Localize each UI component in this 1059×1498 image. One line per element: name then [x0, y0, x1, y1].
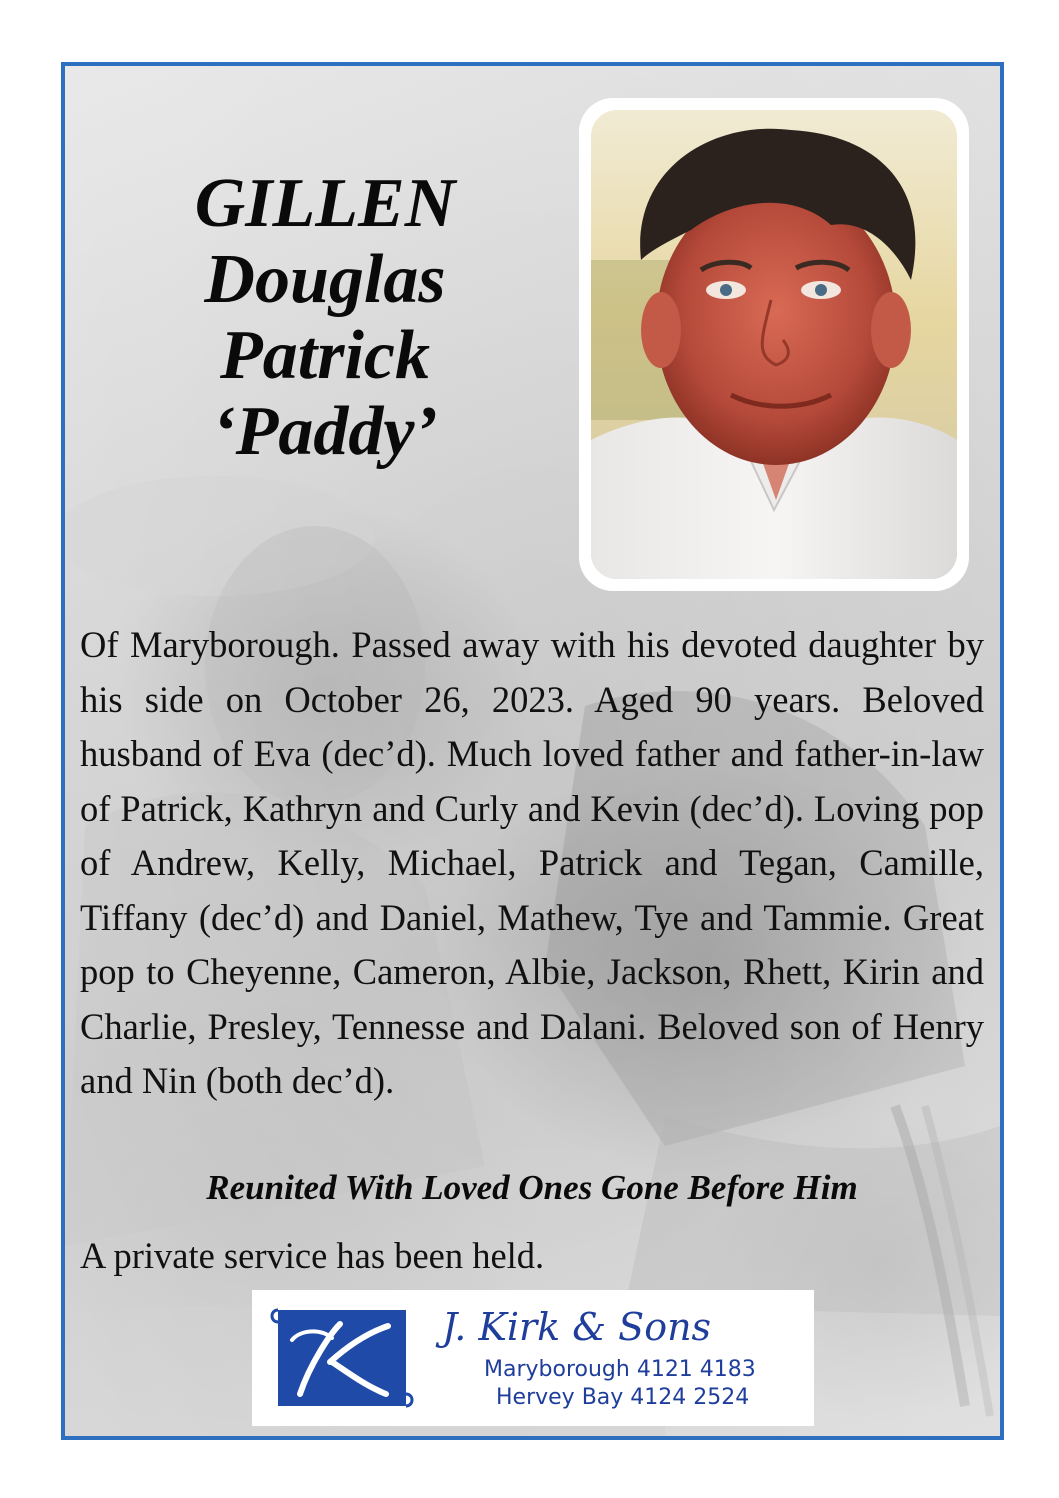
maryborough-phone: Maryborough 4121 4183 [484, 1357, 756, 1382]
deceased-name [105, 166, 545, 470]
funeral-director-name: J. Kirk & Sons [442, 1305, 712, 1349]
hervey-bay-phone: Hervey Bay 4124 2524 [496, 1385, 750, 1410]
service-details: A private service has been held. [80, 1235, 545, 1276]
portrait-frame [579, 98, 969, 591]
kirk-emblem-icon [270, 1304, 414, 1414]
nickname: ‘Paddy’ [212, 393, 438, 470]
tagline: Reunited With Loved Ones Gone Before Him [206, 1168, 858, 1207]
given-name-second: Patrick [220, 317, 430, 394]
notice-body: Of Maryborough. Passed away with his devoted daughter by his side on October 26, 2023. Aged 90 years. Beloved husband of Eva (dec’d). Much loved father and father-in-law of Patrick, Kathryn and Curly and Kevin (dec’d). Loving pop of Andrew, Kelly, Michael, Patrick and Tegan, Camille, Tiffany (dec’d) and Daniel, Mathew, Tye and Tammie. Great pop to Cheyenne, Cameron, Albie, Jackson, Rhett, Kirin and Charlie, Presley, Tennesse and Dalani. Beloved son of Henry and Nin (both dec’d). [80, 624, 984, 1101]
death-notice [61, 62, 1004, 1440]
surname: GILLEN [194, 165, 456, 242]
funeral-director-logo [252, 1290, 814, 1426]
given-name-first: Douglas [204, 241, 446, 318]
portrait-photo [591, 110, 957, 579]
